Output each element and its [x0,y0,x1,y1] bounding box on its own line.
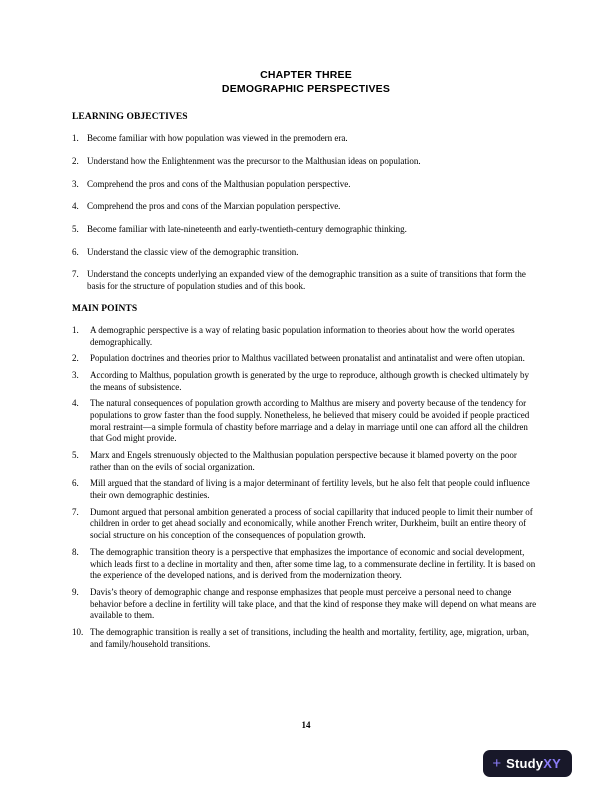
list-item [72,224,540,236]
list-item [72,179,540,191]
brand-name-study: Study [506,756,544,771]
item-text: Davis’s theory of demographic change and response emphasizes that people must perceive a personal need to change behavior before a decline in fertility will take place, and that the kind of response they make will depend on what means are available to them. [90,586,537,621]
brand-name-xy: XY [543,756,561,771]
chapter-title [72,68,540,96]
page-number: 14 [301,720,311,730]
list-item [72,478,540,501]
item-number: 8. [72,546,79,557]
list-item [72,269,540,292]
item-text: The demographic transition is really a set of transitions, including the health and mortality, fertility, age, migration, urban, and family/household transitions. [90,626,529,649]
list-item [72,325,540,348]
list-item [72,450,540,473]
item-number: 2. [72,156,79,167]
item-number: 4. [72,201,79,212]
list-item [72,627,540,650]
chapter-title-line1: CHAPTER THREE [260,69,352,81]
item-text: Dumont argued that personal ambition generated a process of social capillarity that induced people to limit their number of children in order to get ahead socially and economically, while another French writer, Durkheim, built an entire theory of social structure on his conception of the consequences of population growth. [90,506,533,541]
item-text: Mill argued that the standard of living is a major determinant of fertility levels, but he also felt that people could influence their own demographic destinies. [90,478,530,501]
list-item [72,398,540,445]
item-text: Understand the concepts underlying an expanded view of the demographic transition as a suite of transitions that form the basis for the structure of population studies and of this book. [87,269,526,292]
item-text: The demographic transition theory is a perspective that emphasizes the importance of economic and social development, which leads first to a decline in mortality and then, after some time lag, to a commensurate decline in fertility. It is based on the experience of the developed nations, and is derived from the modernization theory. [90,546,536,581]
item-number: 3. [72,369,79,380]
item-number: 10. [72,626,84,637]
item-number: 7. [72,269,79,280]
list-item [72,156,540,168]
item-number: 2. [72,353,79,364]
item-number: 5. [72,450,79,461]
item-text: According to Malthus, population growth is generated by the urge to reproduce, although growth is checked ultimately by the means of subsistence. [90,369,529,392]
learning-objectives-list [72,133,540,293]
item-number: 6. [72,246,79,257]
plus-icon: + [492,754,502,772]
main-points-list [72,325,540,651]
item-text: Population doctrines and theories prior to Malthus vacillated between pronatalist and antinatalist and were often utopian. [90,353,525,364]
list-item [72,201,540,213]
item-number: 1. [72,133,79,144]
list-item [72,133,540,145]
item-text: Comprehend the pros and cons of the Malthusian population perspective. [87,178,351,189]
list-item [72,247,540,259]
item-number: 7. [72,506,79,517]
list-item [72,353,540,365]
learning-objectives-heading: LEARNING OBJECTIVES [72,112,188,123]
studyxy-logo [483,750,572,777]
chapter-title-line2: DEMOGRAPHIC PERSPECTIVES [221,83,391,96]
item-number: 4. [72,398,79,409]
list-item [72,547,540,582]
item-text: Understand the classic view of the demographic transition. [87,246,299,257]
brand-name [506,756,561,771]
item-text: Comprehend the pros and cons of the Marxian population perspective. [87,201,341,212]
item-text: Become familiar with late-nineteenth and early-twentieth-century demographic thinking. [87,224,407,235]
main-points-heading: MAIN POINTS [72,303,138,314]
item-number: 6. [72,478,79,489]
item-text: Marx and Engels strenuously objected to the Malthusian population perspective because it blamed poverty on the poor rather than on the evils of social organization. [90,450,517,472]
item-text: Become familiar with how population was viewed in the premodern era. [87,133,348,144]
list-item [72,587,540,622]
main-points-section [72,304,540,651]
item-number: 3. [72,178,79,189]
item-text: A demographic perspective is a way of relating basic population information to theories about how the world operates demographically. [90,324,515,347]
learning-objectives-section [72,112,540,293]
item-text: Understand how the Enlightenment was the precursor to the Malthusian ideas on population. [87,156,421,167]
item-number: 9. [72,586,79,597]
item-number: 5. [72,224,79,235]
item-number: 1. [72,324,79,335]
item-text: The natural consequences of population growth according to Malthus are misery and poverty because of the tendency for populations to grow faster than the food supply. Nonetheless, he believed that misery could be avoided if people practiced moral restraint—a simple formula of chastity before marriage and a delay in marriage until one can afford all the children that God might provide. [90,398,530,444]
list-item [72,370,540,393]
list-item [72,507,540,542]
